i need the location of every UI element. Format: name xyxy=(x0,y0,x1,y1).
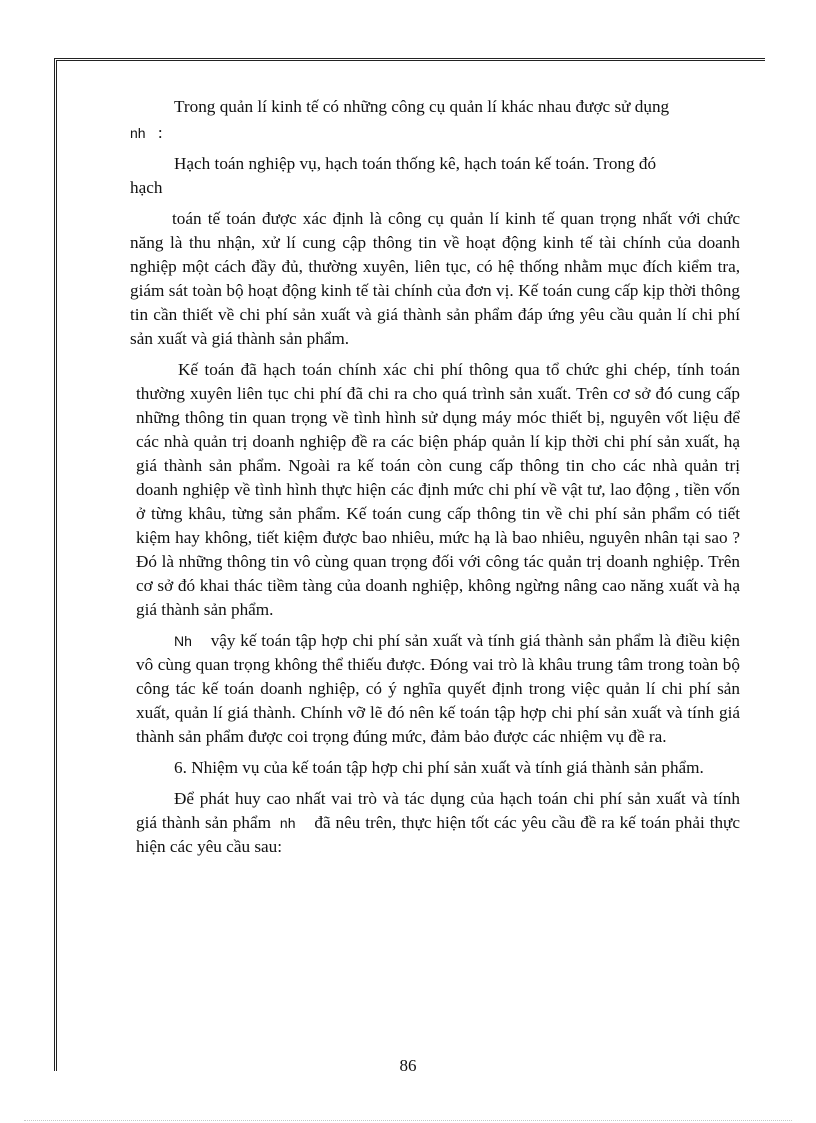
paragraph-1-text: Trong quản lí kinh tế có những công cụ quản lí khác nhau được sử dụng xyxy=(174,97,670,116)
paragraph-2 xyxy=(136,152,740,176)
footer-dotted-line xyxy=(24,1120,792,1121)
section-heading-6: 6. Nhiệm vụ của kế toán tập hợp chi phí sản xuất và tính giá thành sản phẩm. xyxy=(174,758,704,777)
paragraph-1-continuation xyxy=(130,121,740,145)
paragraph-7-text: Để phát huy cao nhất vai trò và tác dụng của hạch toán chi phí sản xuất và tính giá thành sản phẩm xyxy=(136,789,740,832)
fragment-colon: : xyxy=(157,123,163,142)
paragraph-7 xyxy=(136,787,740,859)
document-body xyxy=(130,95,741,859)
page-number: 86 xyxy=(399,1056,417,1075)
paragraph-2-text: Hạch toán nghiệp vụ, hạch toán thống kê, hạch toán kế toán. Trong đó xyxy=(174,154,657,173)
fragment-hach: hạch xyxy=(130,178,163,197)
paragraph-4: Kế toán đã hạch toán chính xác chi phí thông qua tổ chức ghi chép, tính toán thường xuyên liên tục chi phí đã chi ra cho quá trình sản xuất. Trên cơ sở đó cung cấp những thông tin quan trọng về tình hình sử dụng máy móc thiết bị, nguyên vốt liệu để các nhà quản trị doanh nghiệp đề ra các biện pháp quản lí kịp thời chi phí sản xuất, hạ giá thành sản phẩm. Ngoài ra kế toán còn cung cấp thông tin cho các nhà quản trị doanh nghiệp về tình hình thực hiện các định mức chi phí về vật tư, lao động , tiền vốn ở từng khâu, từng sản phẩm. Kế toán cung cấp thông tin về chi phí sản phẩm có tiết kiệm hay không, tiết kiệm được bao nhiêu, mức hạ là bao nhiêu, nguyên nhân tại sao ? Đó là những thông tin vô cùng quan trọng đối với công tác quản trị doanh nghiệp. Trên cơ sở đó khai thác tiềm tàng của doanh nghiệp, không ngừng nâng cao năng xuất và hạ giá thành sản phẩm. xyxy=(136,360,740,619)
fragment-nh-2: Nh xyxy=(174,633,192,649)
fragment-nh: nh xyxy=(130,125,146,141)
paragraph-7-text-continued: đã nêu trên, thực hiện tốt các yêu cầu đề ra kế toán phải thực hiện các yêu cầu sau: xyxy=(136,813,741,856)
fragment-nh-3: nh xyxy=(279,815,296,831)
paragraph-3: toán tế toán được xác định là công cụ quản lí kinh tế quan trọng nhất với chức năng là thu nhận, xử lí cung cập thông tin về hoạt động kinh tế tài chính của doanh nghiệp một cách đầy đủ, thường xuyên, liên tục, có hệ thống nhằm mục đích kiểm tra, giám sát toàn bộ hoạt động kinh tế tài chính của đơn vị. Kế toán cung cấp kịp thời thông tin cần thiết về chi phí sản xuất và giá thành sản phẩm đáp ứng yêu cầu quản lí chi phí sản xuất và giá thành sản phẩm. xyxy=(130,209,740,348)
paragraph-1 xyxy=(136,95,740,119)
paragraph-5-text: vậy kế toán tập hợp chi phí sản xuất và tính giá thành sản phẩm là điều kiện vô cùng quan trọng không thể thiếu được. Đóng vai trò là khâu trung tâm trong toàn bộ công tác kế toán doanh nghiệp, có ý nghĩa quyết định trong việc quản lí chi phí sản xuất, quản lí giá thành. Chính vỡ lẽ đó nên kế toán tập hợp chi phí sản xuất và tính giá thành sản phẩm được coi trọng đúng mức, đảm bảo được các nhiệm vụ đề ra. xyxy=(136,631,740,746)
paragraph-2-continuation xyxy=(130,176,740,200)
paragraph-5 xyxy=(136,629,740,749)
